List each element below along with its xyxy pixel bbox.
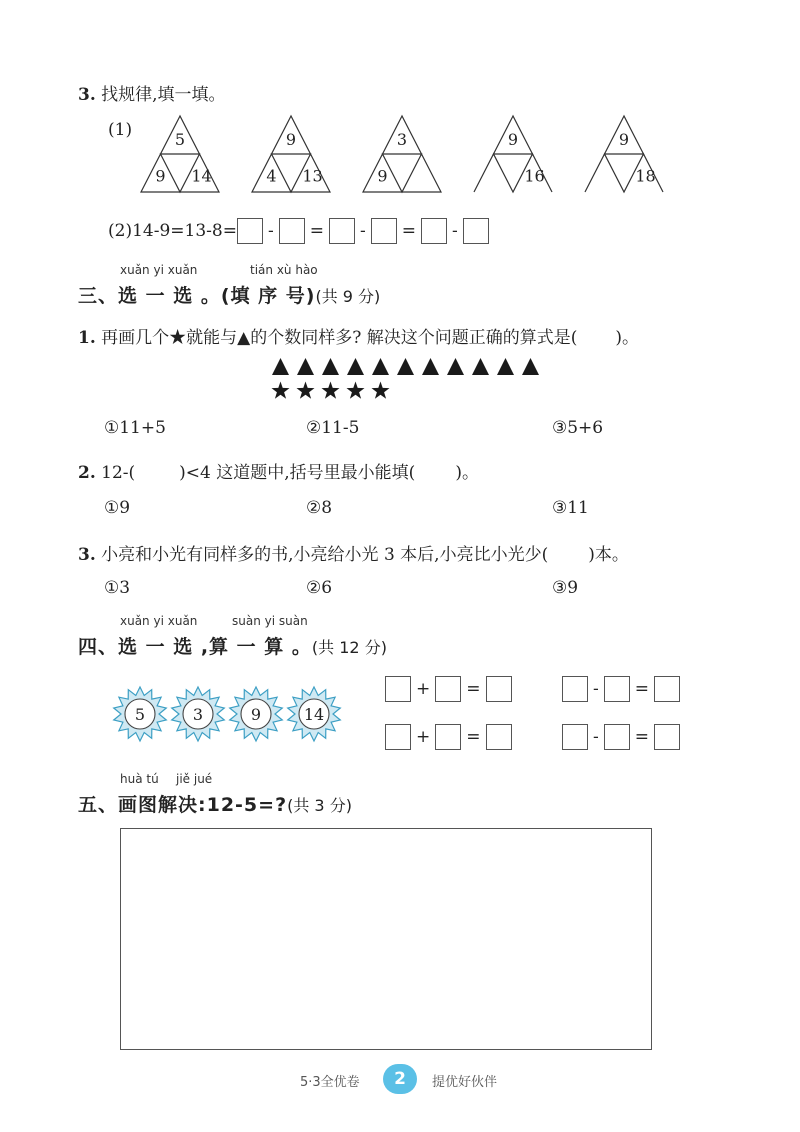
sec3-pinyin-b: tián xù hào xyxy=(250,263,318,277)
minus-sign: - xyxy=(267,221,274,241)
q2-text-b: )<4 这道题中,括号里最小能填( xyxy=(179,463,416,483)
answer-box[interactable] xyxy=(463,218,489,244)
equals-sign: = xyxy=(634,727,649,747)
number-flowers xyxy=(110,684,350,748)
minus-sign: - xyxy=(593,727,599,747)
sec3-pinyin-a: xuǎn yi xuǎn xyxy=(120,263,198,277)
sec3-q1-text xyxy=(78,323,639,348)
number-flower-14[interactable] xyxy=(288,687,341,741)
triangle-3-top: 3 xyxy=(396,129,408,149)
q3-part1-label: (1) xyxy=(108,120,133,140)
answer-box[interactable] xyxy=(371,218,397,244)
triangle-5-top: 9 xyxy=(618,129,630,149)
sec5-points: (共 3 分) xyxy=(287,796,352,815)
answer-box[interactable] xyxy=(385,676,411,702)
answer-box[interactable] xyxy=(385,724,411,750)
q3-number: 3. xyxy=(78,85,96,105)
q3-option-1[interactable]: ①3 xyxy=(104,578,131,598)
q1-text-a: 再画几个 xyxy=(101,328,170,348)
q1-text-c: 的个数同样多? 解决这个问题正确的算式是( xyxy=(250,328,578,348)
sec4-pinyin-a: xuǎn yi xuǎn xyxy=(120,614,198,628)
sec5-heading xyxy=(78,790,352,817)
q3-text-b: )本。 xyxy=(588,545,629,565)
black-triangle xyxy=(272,358,289,375)
black-triangle xyxy=(322,358,339,375)
q1-text-b: 就能与 xyxy=(186,328,238,348)
answer-box[interactable] xyxy=(237,218,263,244)
sec4-heading xyxy=(78,632,387,659)
triangle-icon: ▲ xyxy=(237,328,251,348)
page-number-badge: 2 xyxy=(383,1064,417,1094)
triangle-5-right: 18 xyxy=(635,166,656,186)
black-triangle xyxy=(447,358,464,375)
answer-box[interactable] xyxy=(654,724,680,750)
minus-sign: - xyxy=(359,221,366,241)
answer-box[interactable] xyxy=(562,724,588,750)
black-star xyxy=(297,382,315,399)
answer-box[interactable] xyxy=(654,676,680,702)
q2-option-2[interactable]: ②8 xyxy=(306,498,333,518)
answer-box[interactable] xyxy=(421,218,447,244)
q1-option-1[interactable]: ①11+5 xyxy=(104,418,166,438)
q1-option-3[interactable]: ③5+6 xyxy=(552,418,604,438)
black-star xyxy=(272,382,290,399)
black-star xyxy=(347,382,365,399)
shape-rows xyxy=(268,356,558,402)
answer-box[interactable] xyxy=(486,676,512,702)
equals-sign: = xyxy=(634,679,649,699)
minus-sign: - xyxy=(593,679,599,699)
minus-sign: - xyxy=(451,221,458,241)
flower-number: 5 xyxy=(134,705,146,724)
answer-box[interactable] xyxy=(486,724,512,750)
q3-part2-label: (2)14-9=13-8= xyxy=(108,221,237,241)
sec3-q1-number: 1. xyxy=(78,328,96,348)
pattern-triangle-2 xyxy=(252,116,330,192)
q2-text-a: 12-( xyxy=(101,463,136,483)
number-flower-9[interactable] xyxy=(230,687,283,741)
pattern-triangles xyxy=(130,112,690,198)
equals-sign: = xyxy=(309,221,324,241)
black-triangle xyxy=(372,358,389,375)
equals-sign: = xyxy=(466,679,481,699)
q2-text-c: )。 xyxy=(455,463,479,483)
sec4-pinyin-b: suàn yi suàn xyxy=(232,614,308,628)
triangle-4-top: 9 xyxy=(507,129,519,149)
sec4-title: 四、选 一 选 ,算 一 算 。 xyxy=(78,636,312,658)
q1-text-d: )。 xyxy=(615,328,640,348)
answer-box[interactable] xyxy=(435,724,461,750)
sec3-q3-number: 3. xyxy=(78,545,96,565)
answer-box[interactable] xyxy=(435,676,461,702)
black-triangle xyxy=(522,358,539,375)
q3-heading xyxy=(78,80,226,105)
subtraction-equation-2 xyxy=(562,724,680,750)
answer-box[interactable] xyxy=(329,218,355,244)
q3-option-3[interactable]: ③9 xyxy=(552,578,579,598)
star-icon: ★ xyxy=(169,328,187,348)
black-triangle xyxy=(422,358,439,375)
answer-box[interactable] xyxy=(562,676,588,702)
subtraction-equation-1 xyxy=(562,676,680,702)
sec3-points: (共 9 分) xyxy=(315,287,381,306)
answer-box[interactable] xyxy=(604,724,630,750)
triangle-4-right: 16 xyxy=(524,166,545,186)
sec5-pinyin-a: huà tú xyxy=(120,772,159,786)
footer-slogan: 提优好伙伴 xyxy=(432,1075,498,1090)
sec3-q2-number: 2. xyxy=(78,463,96,483)
black-triangle xyxy=(472,358,489,375)
sec5-pinyin-b: jiě jué xyxy=(176,772,213,786)
plus-sign: + xyxy=(416,679,431,699)
q3-option-2[interactable]: ②6 xyxy=(306,578,333,598)
triangle-1-right: 14 xyxy=(191,166,212,186)
triangle-2-left: 4 xyxy=(266,166,277,186)
triangle-2-top: 9 xyxy=(285,129,297,149)
sec3-heading xyxy=(78,281,380,308)
number-flower-5[interactable] xyxy=(114,687,167,741)
black-triangle xyxy=(347,358,364,375)
q1-option-2[interactable]: ②11-5 xyxy=(306,418,360,438)
pattern-triangle-4 xyxy=(474,116,552,192)
equals-sign: = xyxy=(466,727,481,747)
black-star xyxy=(322,382,340,399)
sec5-title: 五、画图解决:12-5=? xyxy=(78,794,288,816)
black-triangle xyxy=(397,358,414,375)
flower-number: 14 xyxy=(303,705,325,724)
triangle-1-top: 5 xyxy=(174,129,186,149)
footer-brand: 5·3全优卷 xyxy=(300,1075,360,1090)
q3-part2 xyxy=(108,218,489,244)
answer-box[interactable] xyxy=(279,218,305,244)
q2-option-1[interactable]: ①9 xyxy=(104,498,131,518)
pattern-triangle-3 xyxy=(363,116,441,192)
flower-number: 9 xyxy=(250,705,262,724)
black-triangle xyxy=(497,358,514,375)
triangle-1-left: 9 xyxy=(155,166,166,186)
sec3-q3-text xyxy=(78,540,629,565)
pattern-triangle-5 xyxy=(585,116,663,192)
black-triangle xyxy=(297,358,314,375)
triangle-2-right: 13 xyxy=(302,166,323,186)
sec3-q2-text xyxy=(78,458,479,483)
pattern-triangle-1 xyxy=(141,116,219,192)
addition-equation-2 xyxy=(385,724,512,750)
q3-text-a: 小亮和小光有同样多的书,小亮给小光 3 本后,小亮比小光少( xyxy=(101,545,549,565)
flower-number: 3 xyxy=(192,705,204,724)
plus-sign: + xyxy=(416,727,431,747)
answer-box[interactable] xyxy=(604,676,630,702)
sec4-points: (共 12 分) xyxy=(311,638,387,657)
number-flower-3[interactable] xyxy=(172,687,225,741)
addition-equation-1 xyxy=(385,676,512,702)
triangle-3-left: 9 xyxy=(377,166,388,186)
black-star xyxy=(372,382,390,399)
q3-title: 找规律,填一填。 xyxy=(101,85,226,105)
q2-option-3[interactable]: ③11 xyxy=(552,498,589,518)
equals-sign: = xyxy=(401,221,416,241)
sec3-title: 三、选 一 选 。(填 序 号) xyxy=(78,285,316,307)
drawing-area[interactable] xyxy=(120,828,652,1050)
